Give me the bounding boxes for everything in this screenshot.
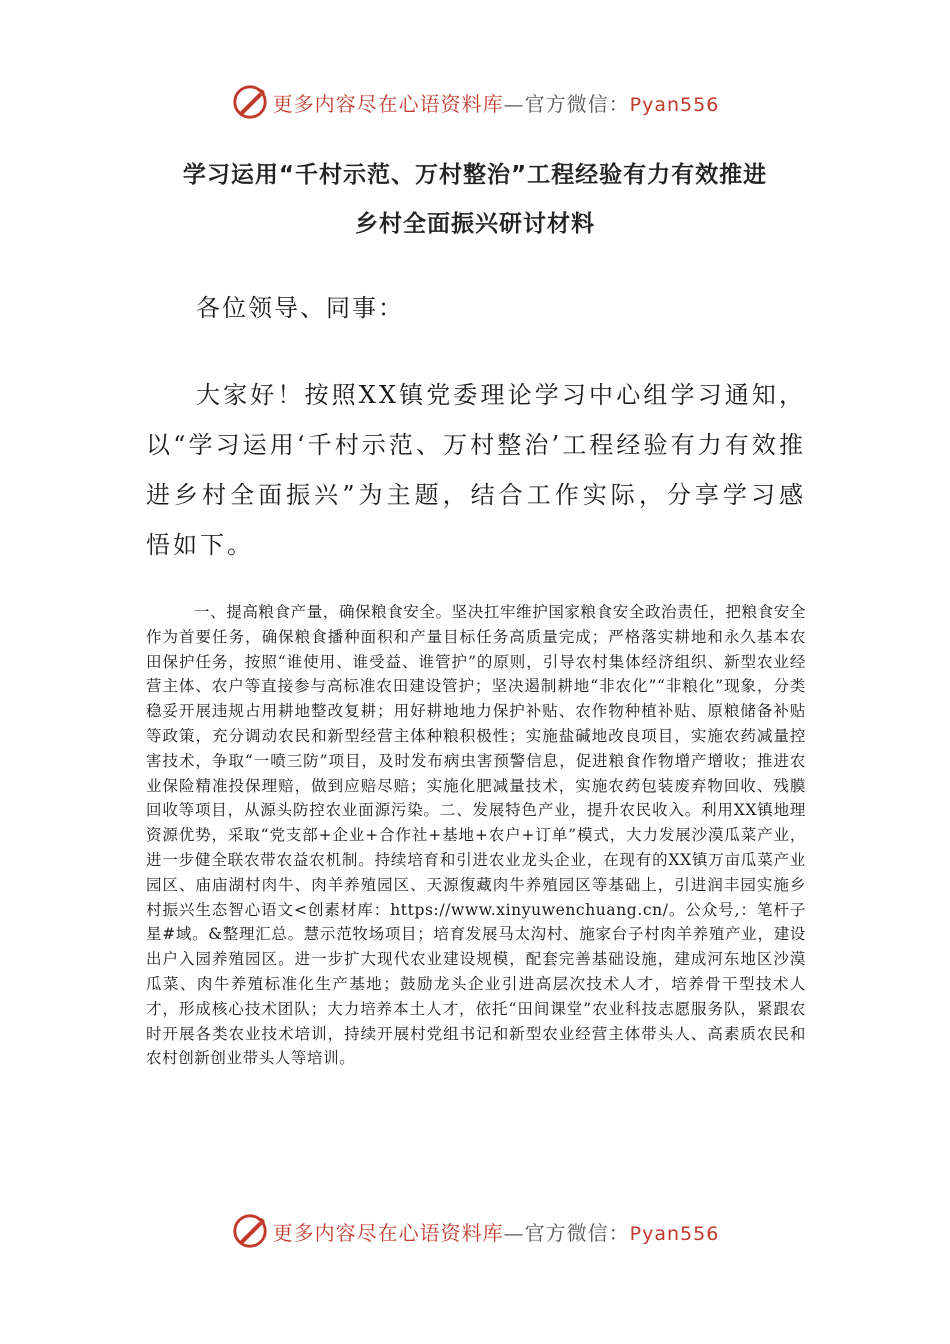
salutation: 各位领导、同事：	[196, 294, 404, 322]
quill-logo-icon	[231, 83, 269, 121]
intro-paragraph: 大家好！按照XX镇党委理论学习中心组学习通知，以“学习运用‘千村示范、万村整治’工程经验有力有效推进乡村全面振兴”为主题，结合工作实际，分享学习感悟如下。	[146, 381, 806, 559]
body-paragraph: 一、提高粮食产量，确保粮食安全。坚决扛牢维护国家粮食安全政治责任，把粮食安全作为首要任务，确保粮食播种面积和产量目标任务高质量完成；严格落实耕地和永久基本农田保护任务，按照“谁使用、谁受益、谁管护”的原则，引导农村集体经济组织、新型农业经营主体、农户等直接参与高标准农田建设管护；坚决遏制耕地“非农化”“非粮化”现象，分类稳妥开展违规占用耕地整改复耕；用好耕地地力保护补贴、农作物种植补贴、原粮储备补贴等政策，充分调动农民和新型经营主体种粮积极性；实施盐碱地改良项目，实施农药减量控害技术，争取“一喷三防”项目，及时发布病虫害预警信息，促进粮食作物增产增收；推进农业保险精准投保理赔，做到应赔尽赔；实施化肥减量技术，实施农药包装废弃物回收、残膜回收等项目，从源头防控农业面源污染。二、发展特色产业，提升农民收入。利用XX镇地理资源优势，采取“党支部+企业+合作社+基地+农户+订单”模式，大力发展沙漠瓜菜产业，进一步健全联农带农益农机制。持续培育和引进农业龙头企业，在现有的XX镇万亩瓜菜产业园区、庙庙湖村肉牛、肉羊养殖园区、天源復藏肉牛养殖园区等基础上，引进润丰园实施乡村振兴生态智心语文<创素材库：https://www.xinyuwenchuang.cn/。公众号,：笔杆子星#域。&整理汇总。慧示范牧场项目；培育发展马太沟村、施家台子村肉羊养殖产业，建设出户入园养殖园区。进一步扩大现代农业建设规模，配套完善基础设施，建成河东地区沙漠瓜菜、肉牛养殖标准化生产基地；鼓励龙头企业引进高层次技术人才，培养骨干型技术人才，形成核心技术团队；大力培养本土人才，依托“田间课堂”农业科技志愿服务队，紧跟农时开展各类农业技术培训，持续开展村党组书记和新型农业经营主体带头人、高素质农民和农村创新创业带头人等培训。	[146, 603, 806, 1068]
footer-banner	[0, 1209, 950, 1253]
document-title-line-1: 学习运用“千村示范、万村整治”工程经验有力有效推进	[182, 162, 768, 188]
quill-logo-icon	[231, 1212, 269, 1250]
banner-text: 更多内容尽在心语资料库—官方微信：Pyan556	[272, 1220, 720, 1245]
document-title-line-2: 乡村全面振兴研讨材料	[355, 211, 595, 237]
banner-text: 更多内容尽在心语资料库—官方微信：Pyan556	[272, 91, 720, 116]
header-banner	[0, 80, 950, 124]
